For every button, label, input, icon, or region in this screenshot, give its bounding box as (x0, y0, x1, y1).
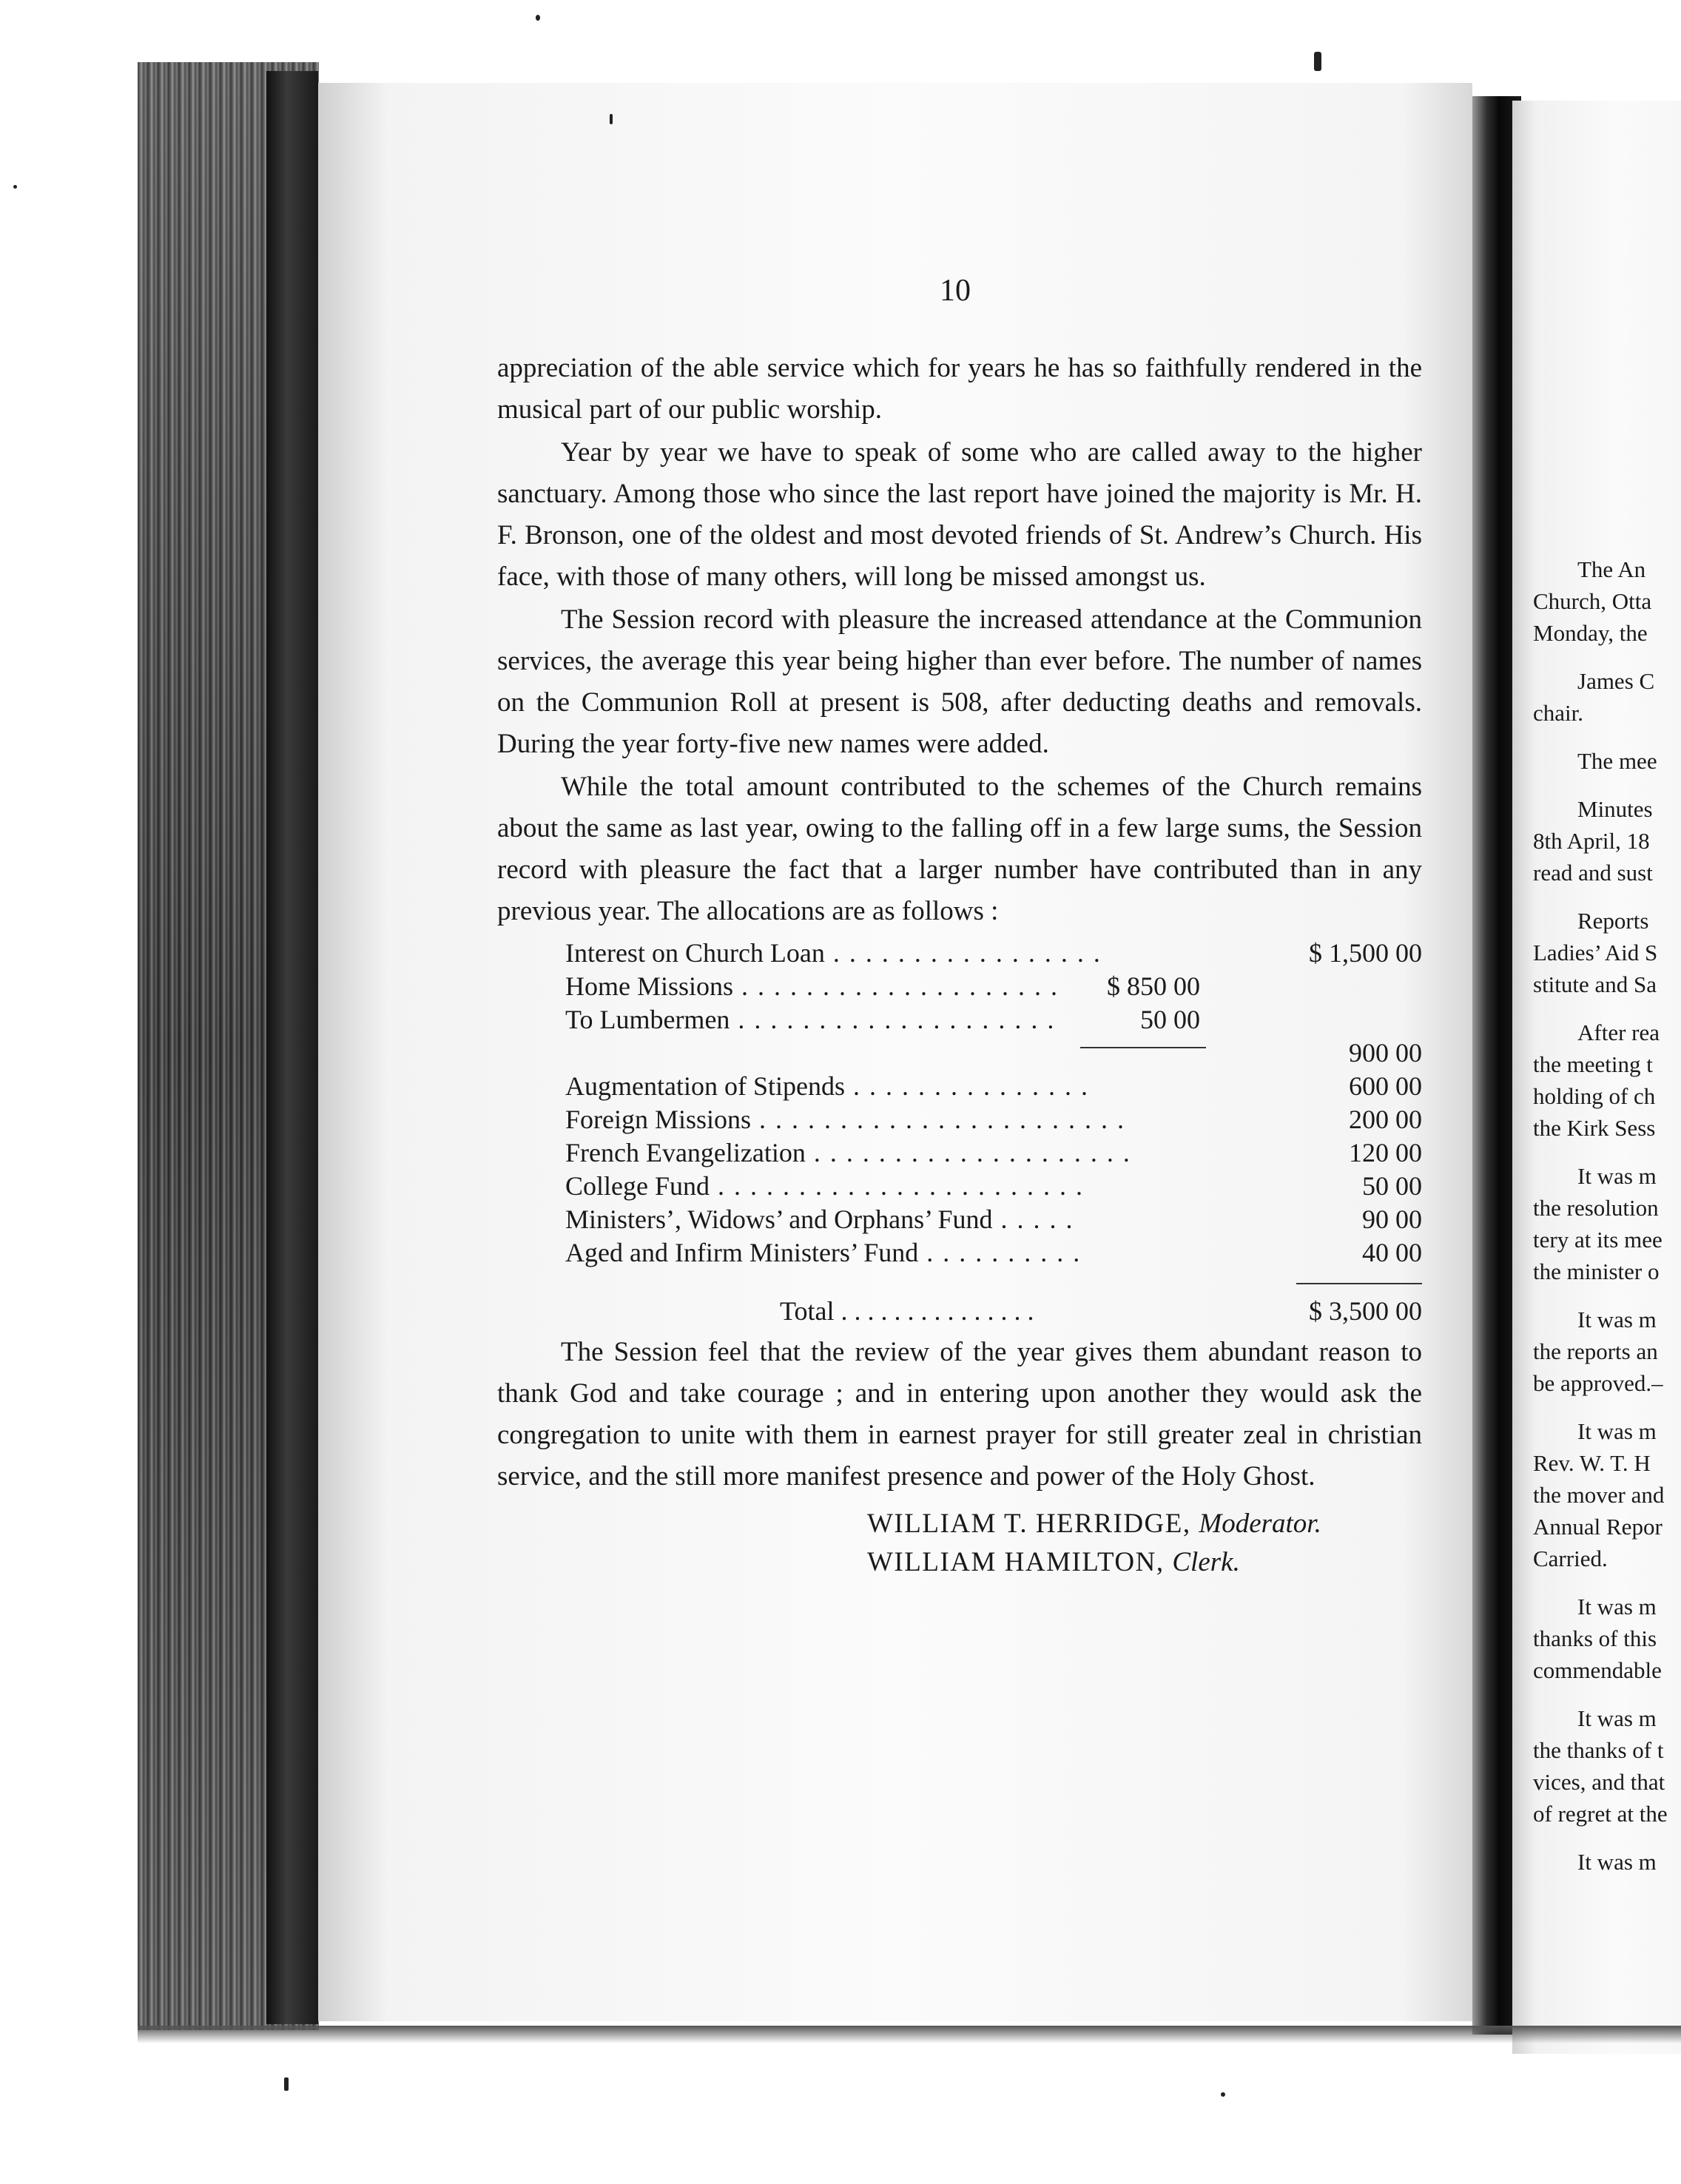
right-page-line: tery at its mee (1533, 1227, 1663, 1253)
allocation-row: To Lumbermen . . . . . . . . . . . . . . . . . . . . 50 00 (497, 1003, 1422, 1037)
closing-paragraph: The Session feel that the review of the year gives them abundant reason to thank God and take courage ; and in entering upon another they would ask the congregation to unite with them in earnest prayer for still greater zeal in christian service, and the still more manifest presence and power of the Holy Ghost. (497, 1337, 1422, 1492)
allocation-subtotal-row (497, 1037, 1422, 1070)
scan-speck (13, 185, 17, 189)
right-page-line: the resolution (1533, 1195, 1659, 1221)
right-page-line: Ladies’ Aid S (1533, 940, 1658, 965)
right-page-line: thanks of this (1533, 1625, 1657, 1651)
right-page-line: Rev. W. T. H (1533, 1450, 1651, 1476)
moderator-signature (867, 1503, 1321, 1545)
allocation-label: College Fund (565, 1171, 710, 1201)
allocation-label: Ministers’, Widows’ and Orphans’ Fund (565, 1204, 993, 1234)
right-page-line: holding of ch (1533, 1083, 1656, 1109)
moderator-name: WILLIAM T. HERRIDGE, (867, 1509, 1191, 1539)
body-paragraph: The Session record with pleasure the increased attendance at the Communion services, the average this year being higher than ever before. The number of names on the Communion Roll at present is 508, after deducting deaths and removals. During the year forty-five new names were added. (497, 604, 1422, 759)
scan-speck (536, 15, 540, 21)
allocation-amount: 600 00 (1349, 1071, 1422, 1101)
body-paragraph: appreciation of the able service which for years he has so faithfully rendered in the musical part of our public worship. (497, 353, 1422, 425)
right-page-line: the thanks of t (1533, 1737, 1664, 1763)
body-paragraph: Year by year we have to speak of some who are called away to the higher sanctuary. Among those who since the last report have joined the majority is Mr. H. F. Bronson, one of the oldest and most devoted friends of St. Andrew’s Church. His face, with those of many others, will long be missed amongst us. (497, 437, 1422, 592)
allocation-label: Aged and Infirm Ministers’ Fund (565, 1238, 919, 1267)
right-page-line: Annual Repor (1533, 1514, 1663, 1540)
right-page-line: Minutes (1577, 796, 1653, 822)
total-rule (1296, 1283, 1422, 1284)
page-number: 10 (940, 274, 971, 308)
left-page-body (497, 348, 1422, 1585)
allocation-subtotal: 900 00 (1349, 1038, 1422, 1068)
allocation-label: Interest on Church Loan (565, 938, 825, 968)
allocations-table (497, 937, 1422, 1332)
signatures (497, 1503, 1422, 1585)
right-page-line: The An (1577, 556, 1646, 582)
allocation-row: Augmentation of Stipends . . . . . . . . . . . . . . . 600 00 (497, 1070, 1422, 1103)
scan-speck (1221, 2092, 1225, 2097)
allocation-label: Home Missions (565, 971, 734, 1001)
bottom-shadow (138, 2026, 1681, 2043)
allocation-row: Interest on Church Loan . . . . . . . . . . . . . . . . . $ 1,500 00 (497, 937, 1422, 970)
right-page-line: Reports (1577, 908, 1649, 934)
clerk-signature (867, 1542, 1240, 1583)
scan-speck (610, 114, 613, 124)
allocation-label: French Evangelization (565, 1138, 806, 1167)
right-page-line: It was m (1577, 1418, 1657, 1444)
right-page-line: It was m (1577, 1849, 1657, 1875)
right-page-line: Church, Otta (1533, 588, 1652, 614)
allocation-label: To Lumbermen (565, 1005, 730, 1034)
allocation-row: Foreign Missions . . . . . . . . . . . . . . . . . . . . . . . 200 00 (497, 1103, 1422, 1136)
allocation-row: College Fund . . . . . . . . . . . . . . . . . . . . . . . 50 00 (497, 1170, 1422, 1203)
total-amount: $ 3,500 00 (1309, 1296, 1422, 1326)
right-page-line: chair. (1533, 700, 1583, 726)
right-page-line: commendable (1533, 1657, 1662, 1683)
allocation-label: Augmentation of Stipends (565, 1071, 845, 1101)
right-page-line: After rea (1577, 1019, 1660, 1045)
book-spine-shadow (266, 71, 318, 2024)
allocation-total-row: Total . . . . . . . . . . . . . . . $ 3,500 00 (497, 1295, 1422, 1332)
right-page-line: It was m (1577, 1594, 1657, 1620)
allocation-amount: 90 00 (1362, 1204, 1422, 1234)
right-page-line: It was m (1577, 1705, 1657, 1731)
right-page-line: be approved.– (1533, 1370, 1663, 1396)
right-page-line: Monday, the (1533, 620, 1648, 646)
moderator-title: Moderator. (1199, 1509, 1321, 1539)
right-page-line: vices, and that (1533, 1769, 1665, 1795)
right-page-line: the meeting t (1533, 1051, 1653, 1077)
allocation-row: Aged and Infirm Ministers’ Fund . . . . . . . . . . 40 00 (497, 1236, 1422, 1270)
right-page-line: the mover and (1533, 1482, 1665, 1508)
right-page-line: Carried. (1533, 1546, 1608, 1571)
allocation-amount: $ 850 00 (1107, 971, 1200, 1001)
right-page-line: 8th April, 18 (1533, 828, 1650, 854)
right-page-line: the reports an (1533, 1338, 1658, 1364)
clerk-name: WILLIAM HAMILTON, (867, 1547, 1165, 1577)
right-page-line: of regret at the (1533, 1801, 1668, 1827)
allocation-amount: 40 00 (1362, 1238, 1422, 1267)
right-page-body (1533, 553, 1681, 1878)
right-page-line: It was m (1577, 1307, 1657, 1332)
allocation-amount: $ 1,500 00 (1309, 938, 1422, 968)
allocation-row: Ministers’, Widows’ and Orphans’ Fund . . . . . 90 00 (497, 1203, 1422, 1236)
right-page-line: stitute and Sa (1533, 971, 1657, 997)
allocation-row: Home Missions . . . . . . . . . . . . . . . . . . . . $ 850 00 (497, 970, 1422, 1003)
subtotal-rule (1080, 1047, 1206, 1048)
right-page-line: It was m (1577, 1163, 1657, 1189)
scan-speck (1314, 52, 1321, 71)
allocation-label: Foreign Missions (565, 1105, 752, 1134)
total-rule-row (497, 1270, 1422, 1295)
allocation-amount: 50 00 (1140, 1005, 1200, 1034)
body-paragraph: While the total amount contributed to the schemes of the Church remains about the same as last year, owing to the falling off in a few large sums, the Session record with pleasure the fact that a larger number have contributed than in any previous year. The allocations are as follows : (497, 772, 1422, 926)
right-page-line: read and sust (1533, 860, 1653, 886)
clerk-title: Clerk. (1172, 1547, 1240, 1577)
allocation-amount: 120 00 (1349, 1138, 1422, 1167)
total-label: Total (780, 1296, 835, 1326)
right-page-line: the minister o (1533, 1258, 1660, 1284)
right-page-line: the Kirk Sess (1533, 1115, 1656, 1141)
right-page-line: The mee (1577, 748, 1657, 774)
right-page-line: James C (1577, 668, 1655, 694)
allocation-amount: 200 00 (1349, 1105, 1422, 1134)
allocation-row: French Evangelization . . . . . . . . . . . . . . . . . . . . 120 00 (497, 1136, 1422, 1170)
allocation-amount: 50 00 (1362, 1171, 1422, 1201)
scan-speck (284, 2077, 289, 2091)
